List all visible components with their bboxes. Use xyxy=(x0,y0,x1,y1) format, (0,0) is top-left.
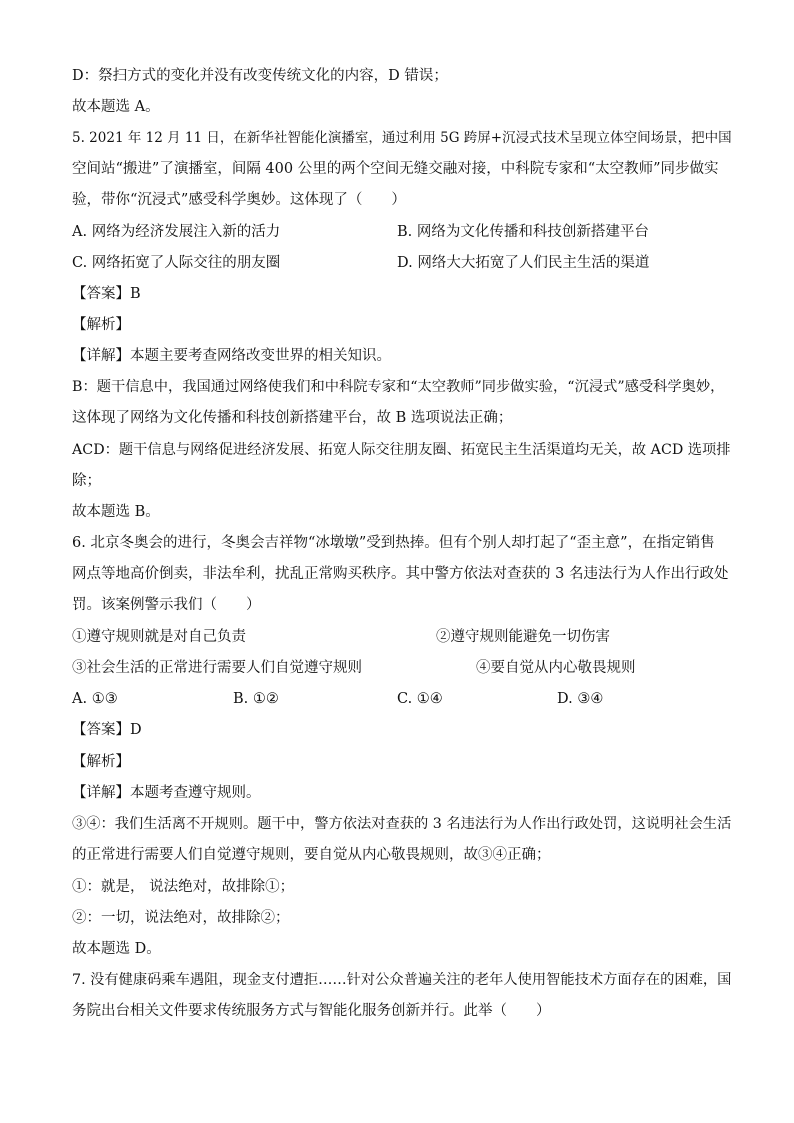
statement-4: ④要自觉从内心敬畏规则 xyxy=(476,660,636,676)
explanation-line: 除； xyxy=(72,473,101,489)
question-5-stem: 空间站“搬进”了演播室，间隔 400 公里的两个空间无缝交融对接，中科院专家和“太空教师”同步做实 xyxy=(72,161,719,177)
explanation-line: 这体现了网络为文化传播和科技创新搭建平台，故 B 选项说法正确； xyxy=(72,410,513,426)
explanation-line: B：题干信息中，我国通过网络使我们和中科院专家和“太空教师”同步做实验，“沉浸式”感受科学奥妙， xyxy=(72,379,725,395)
explanation-line: ②：一切，说法绝对，故排除②； xyxy=(72,910,290,926)
question-6-option-b: B. ①② xyxy=(233,691,279,707)
text-line: D：祭扫方式的变化并没有改变传统文化的内容，D 错误； xyxy=(72,68,448,84)
question-6-option-d: D. ③④ xyxy=(557,691,604,707)
analysis-label: 【解析】 xyxy=(72,317,130,333)
statement-2: ②遵守规则能避免一切伤害 xyxy=(436,629,610,645)
question-5-stem: 验，带你“沉浸式”感受科学奥妙。这体现了（ ） xyxy=(72,192,406,208)
explanation-line: ACD：题干信息与网络促进经济发展、拓宽人际交往朋友圈、拓宽民主生活渠道均无关，故 ACD 选项排 xyxy=(72,442,731,458)
explanation-line: 的正常进行需要人们自觉遵守规则，要自觉从内心敬畏规则，故③④正确； xyxy=(72,847,551,863)
question-6-option-a: A. ①③ xyxy=(72,691,118,707)
question-5-stem: 5. 2021 年 12 月 11 日，在新华社智能化演播室，通过利用 5G 跨屏+沉浸式技术呈现立体空间场景，把中国 xyxy=(72,130,732,146)
answer-label: 【答案】B xyxy=(72,286,141,302)
analysis-label: 【解析】 xyxy=(72,754,130,770)
conclusion-line: 故本题选 D。 xyxy=(72,941,161,957)
question-7-stem: 7. 没有健康码乘车遇阻，现金支付遭拒……针对公众普遍关注的老年人使用智能技术方面存在的困难，国 xyxy=(72,972,732,988)
detail-label: 【详解】本题主要考查网络改变世界的相关知识。 xyxy=(72,348,391,364)
question-7-stem: 务院出台相关文件要求传统服务方式与智能化服务创新并行。此举（ ） xyxy=(72,1003,551,1019)
question-6-option-c: C. ①④ xyxy=(397,691,443,707)
explanation-line: ③④：我们生活离不开规则。题干中，警方依法对查获的 3 名违法行为人作出行政处罚，这说明社会生活 xyxy=(72,816,732,832)
question-5-option-a: A. 网络为经济发展注入新的活力 xyxy=(72,224,281,240)
explanation-line: ①：就是， 说法绝对，故排除①； xyxy=(72,879,295,895)
answer-label: 【答案】D xyxy=(72,722,142,738)
statement-3: ③社会生活的正常进行需要人们自觉遵守规则 xyxy=(72,660,362,676)
conclusion-line: 故本题选 B。 xyxy=(72,504,160,520)
question-6-stem: 罚。该案例警示我们（ ） xyxy=(72,597,261,613)
question-5-option-d: D. 网络大大拓宽了人们民主生活的渠道 xyxy=(397,255,650,271)
question-5-option-b: B. 网络为文化传播和科技创新搭建平台 xyxy=(397,224,649,240)
text-line: 故本题选 A。 xyxy=(72,99,160,115)
statement-1: ①遵守规则就是对自己负责 xyxy=(72,629,246,645)
question-6-stem: 6. 北京冬奥会的进行，冬奥会吉祥物“冰墩墩”受到热捧。但有个别人却打起了“歪主意”，在指定销售 xyxy=(72,535,715,551)
question-5-option-c: C. 网络拓宽了人际交往的朋友圈 xyxy=(72,255,281,271)
detail-label: 【详解】本题考查遵守规则。 xyxy=(72,785,261,801)
question-6-stem: 网点等地高价倒卖，非法牟利，扰乱正常购买秩序。其中警方依法对查获的 3 名违法行为人作出行政处 xyxy=(72,566,729,582)
